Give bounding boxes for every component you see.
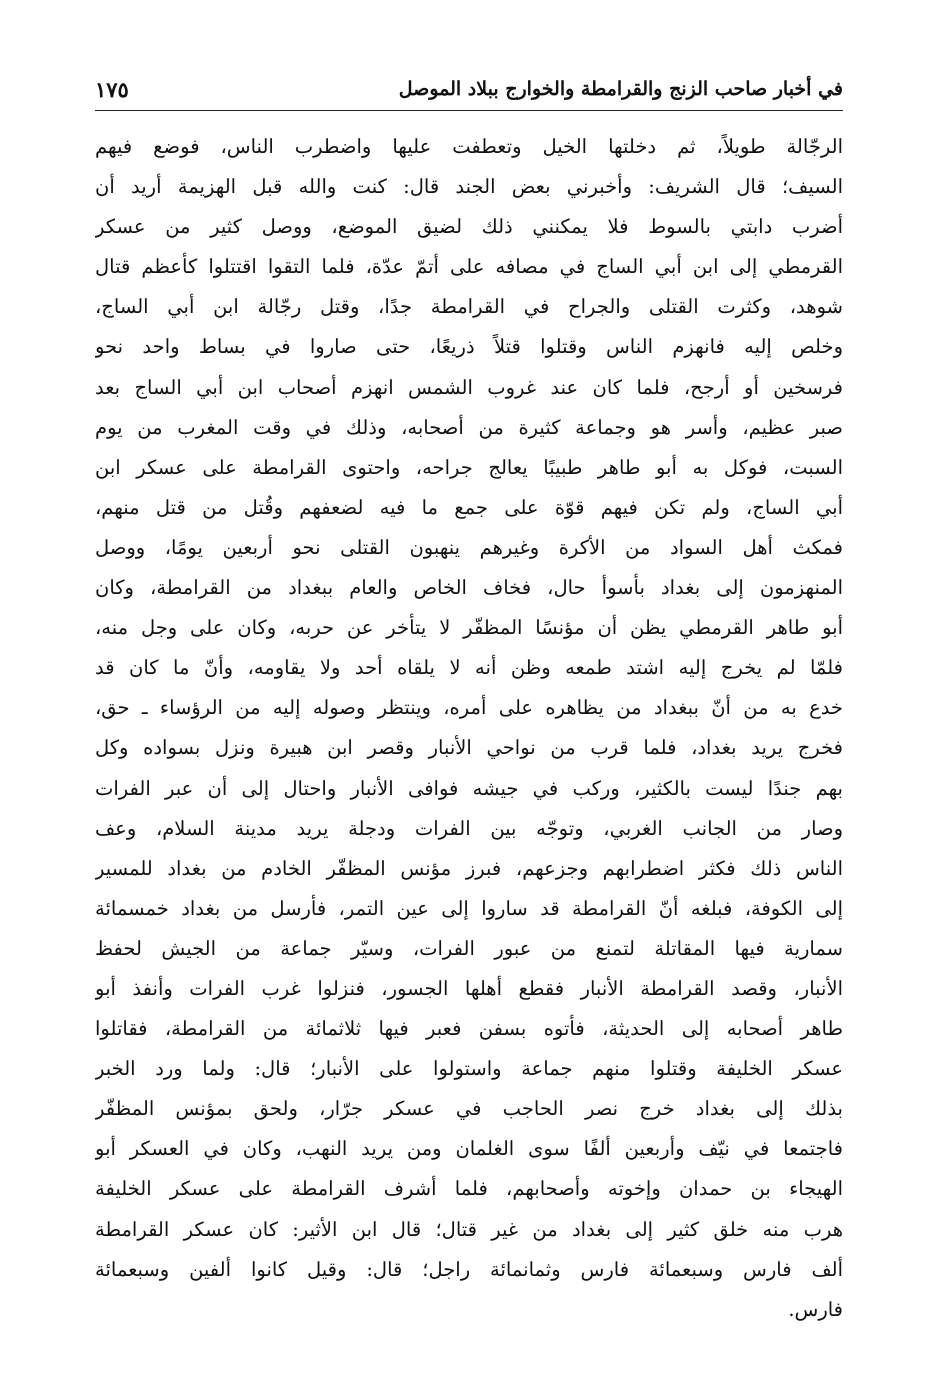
text-line: المنهزمون إلى بغداد بأسوأ حال، فخاف الخاص والعام ببغداد من القرامطة، وكان xyxy=(95,576,843,600)
text-line: الناس ذلك فكثر اضطرابهم وجزعهم، فبرز مؤنس المظفّر الخادم من بغداد للمسير xyxy=(95,856,843,880)
page-number: ١٧٥ xyxy=(95,76,129,102)
text-line: أضرب دابتي بالسوط فلا يمكنني ذلك لضيق الموضع، ووصل كثير من عسكر xyxy=(95,215,843,239)
body-text xyxy=(95,127,843,1330)
text-line: فاجتمعا في نيّف وأربعين ألفًا سوى الغلمان ومن يريد النهب، وكان في العسكر أبو xyxy=(95,1137,843,1161)
text-line: سمارية فيها المقاتلة لتمنع من عبور الفرات، وسيّر جماعة من الجيش لحفظ xyxy=(95,936,843,960)
text-line: الهيجاء بن حمدان وإخوته وأصحابهم، فلما أشرف القرامطة على عسكر الخليفة xyxy=(95,1177,843,1201)
running-title: في أخبار صاحب الزنج والقرامطة والخوارج ببلاد الموصل xyxy=(398,78,843,100)
text-line: عسكر الخليفة وقتلوا منهم جماعة واستولوا على الأنبار؛ قال: ولما ورد الخبر xyxy=(95,1057,843,1081)
text-line: بهم جندًا ليست بالكثير، وركب في جيشه فوافى الأنبار واحتال إلى أن عبر الفرات xyxy=(95,776,843,800)
text-line: فرسخين أو أرجح، فلما كان عند غروب الشمس انهزم أصحاب ابن أبي الساج بعد xyxy=(95,375,843,399)
text-line: فلمّا لم يخرج إليه اشتد طمعه وظن أنه لا يلقاه أحد ولا يقاومه، وأنّ ما كان قد xyxy=(95,656,843,680)
text-line: صبر عظيم، وأسر هو وجماعة كثيرة من أصحابه، وذلك في وقت المغرب من يوم xyxy=(95,415,843,439)
text-line-last: فارس. xyxy=(788,1297,843,1321)
text-line: ألف فارس وسبعمائة فارس وثمانمائة راجل؛ قال: وقيل كانوا ألفين وسبعمائة xyxy=(95,1257,843,1281)
text-line: بذلك إلى بغداد خرج نصر الحاجب في عسكر جرّار، ولحق بمؤنس المظفّر xyxy=(95,1097,843,1121)
text-line: فمكث أهل السواد من الأكرة وغيرهم ينهبون القتلى نحو أربعين يومًا، ووصل xyxy=(95,535,843,559)
book-page xyxy=(95,70,843,1321)
text-line: وصار من الجانب الغربي، وتوجّه بين الفرات ودجلة يريد مدينة السلام، وعف xyxy=(95,816,843,840)
text-line: القرمطي إلى ابن أبي الساج في مصافه على أتمّ عدّة، فلما التقوا اقتتلوا كأعظم قتال xyxy=(95,255,843,279)
text-line: السبت، فوكل به أبو طاهر طبيبًا يعالج جراحه، واحتوى القرامطة على عسكر ابن xyxy=(95,455,843,479)
text-line: السيف؛ قال الشريف: وأخبرني بعض الجند قال: كنت والله قبل الهزيمة أريد أن xyxy=(95,175,843,199)
text-line: فخرج يريد بغداد، فلما قرب من نواحي الأنبار وقصر ابن هبيرة ونزل بسواده وكل xyxy=(95,736,843,760)
text-line: إلى الكوفة، فبلغه أنّ القرامطة قد ساروا إلى عين التمر، فأرسل من بغداد خمسمائة xyxy=(95,896,843,920)
page-header xyxy=(95,70,843,108)
text-line: أبي الساج، ولم تكن فيهم قوّة على جمع ما فيه لضعفهم وقُتل من قتل منهم، xyxy=(95,495,843,519)
text-line: الأنبار، وقصد القرامطة الأنبار فقطع أهلها الجسور، فنزلوا غرب الفرات وأنفذ أبو xyxy=(95,976,843,1000)
text-line: طاهر أصحابه إلى الحديثة، فأتوه بسفن فعبر فيها ثلاثمائة من القرامطة، فقاتلوا xyxy=(95,1017,843,1041)
text-line: خدع به من أنّ ببغداد من يظاهره على أمره، وينتظر وصوله إليه من الرؤساء ـ حق، xyxy=(95,696,843,720)
header-divider xyxy=(95,110,843,111)
text-line: أبو طاهر القرمطي يظن أن مؤنسًا المظفّر لا يتأخر عن حربه، وكان على وجل منه، xyxy=(95,616,843,640)
text-line: وخلص إليه فانهزم الناس وقتلوا قتلاً ذريعًا، حتى صاروا في بساط واحد نحو xyxy=(95,335,843,359)
text-line: الرجّالة طويلاً، ثم دخلتها الخيل وتعطفت عليها واضطرب الناس، فوضع فيهم xyxy=(95,135,843,158)
text-line: هرب منه خلق كثير إلى بغداد من غير قتال؛ قال ابن الأثير: كان عسكر القرامطة xyxy=(95,1217,843,1241)
text-line: شوهد، وكثرت القتلى والجراح في القرامطة جدًا، وقتل رجّالة ابن أبي الساج، xyxy=(95,295,843,319)
